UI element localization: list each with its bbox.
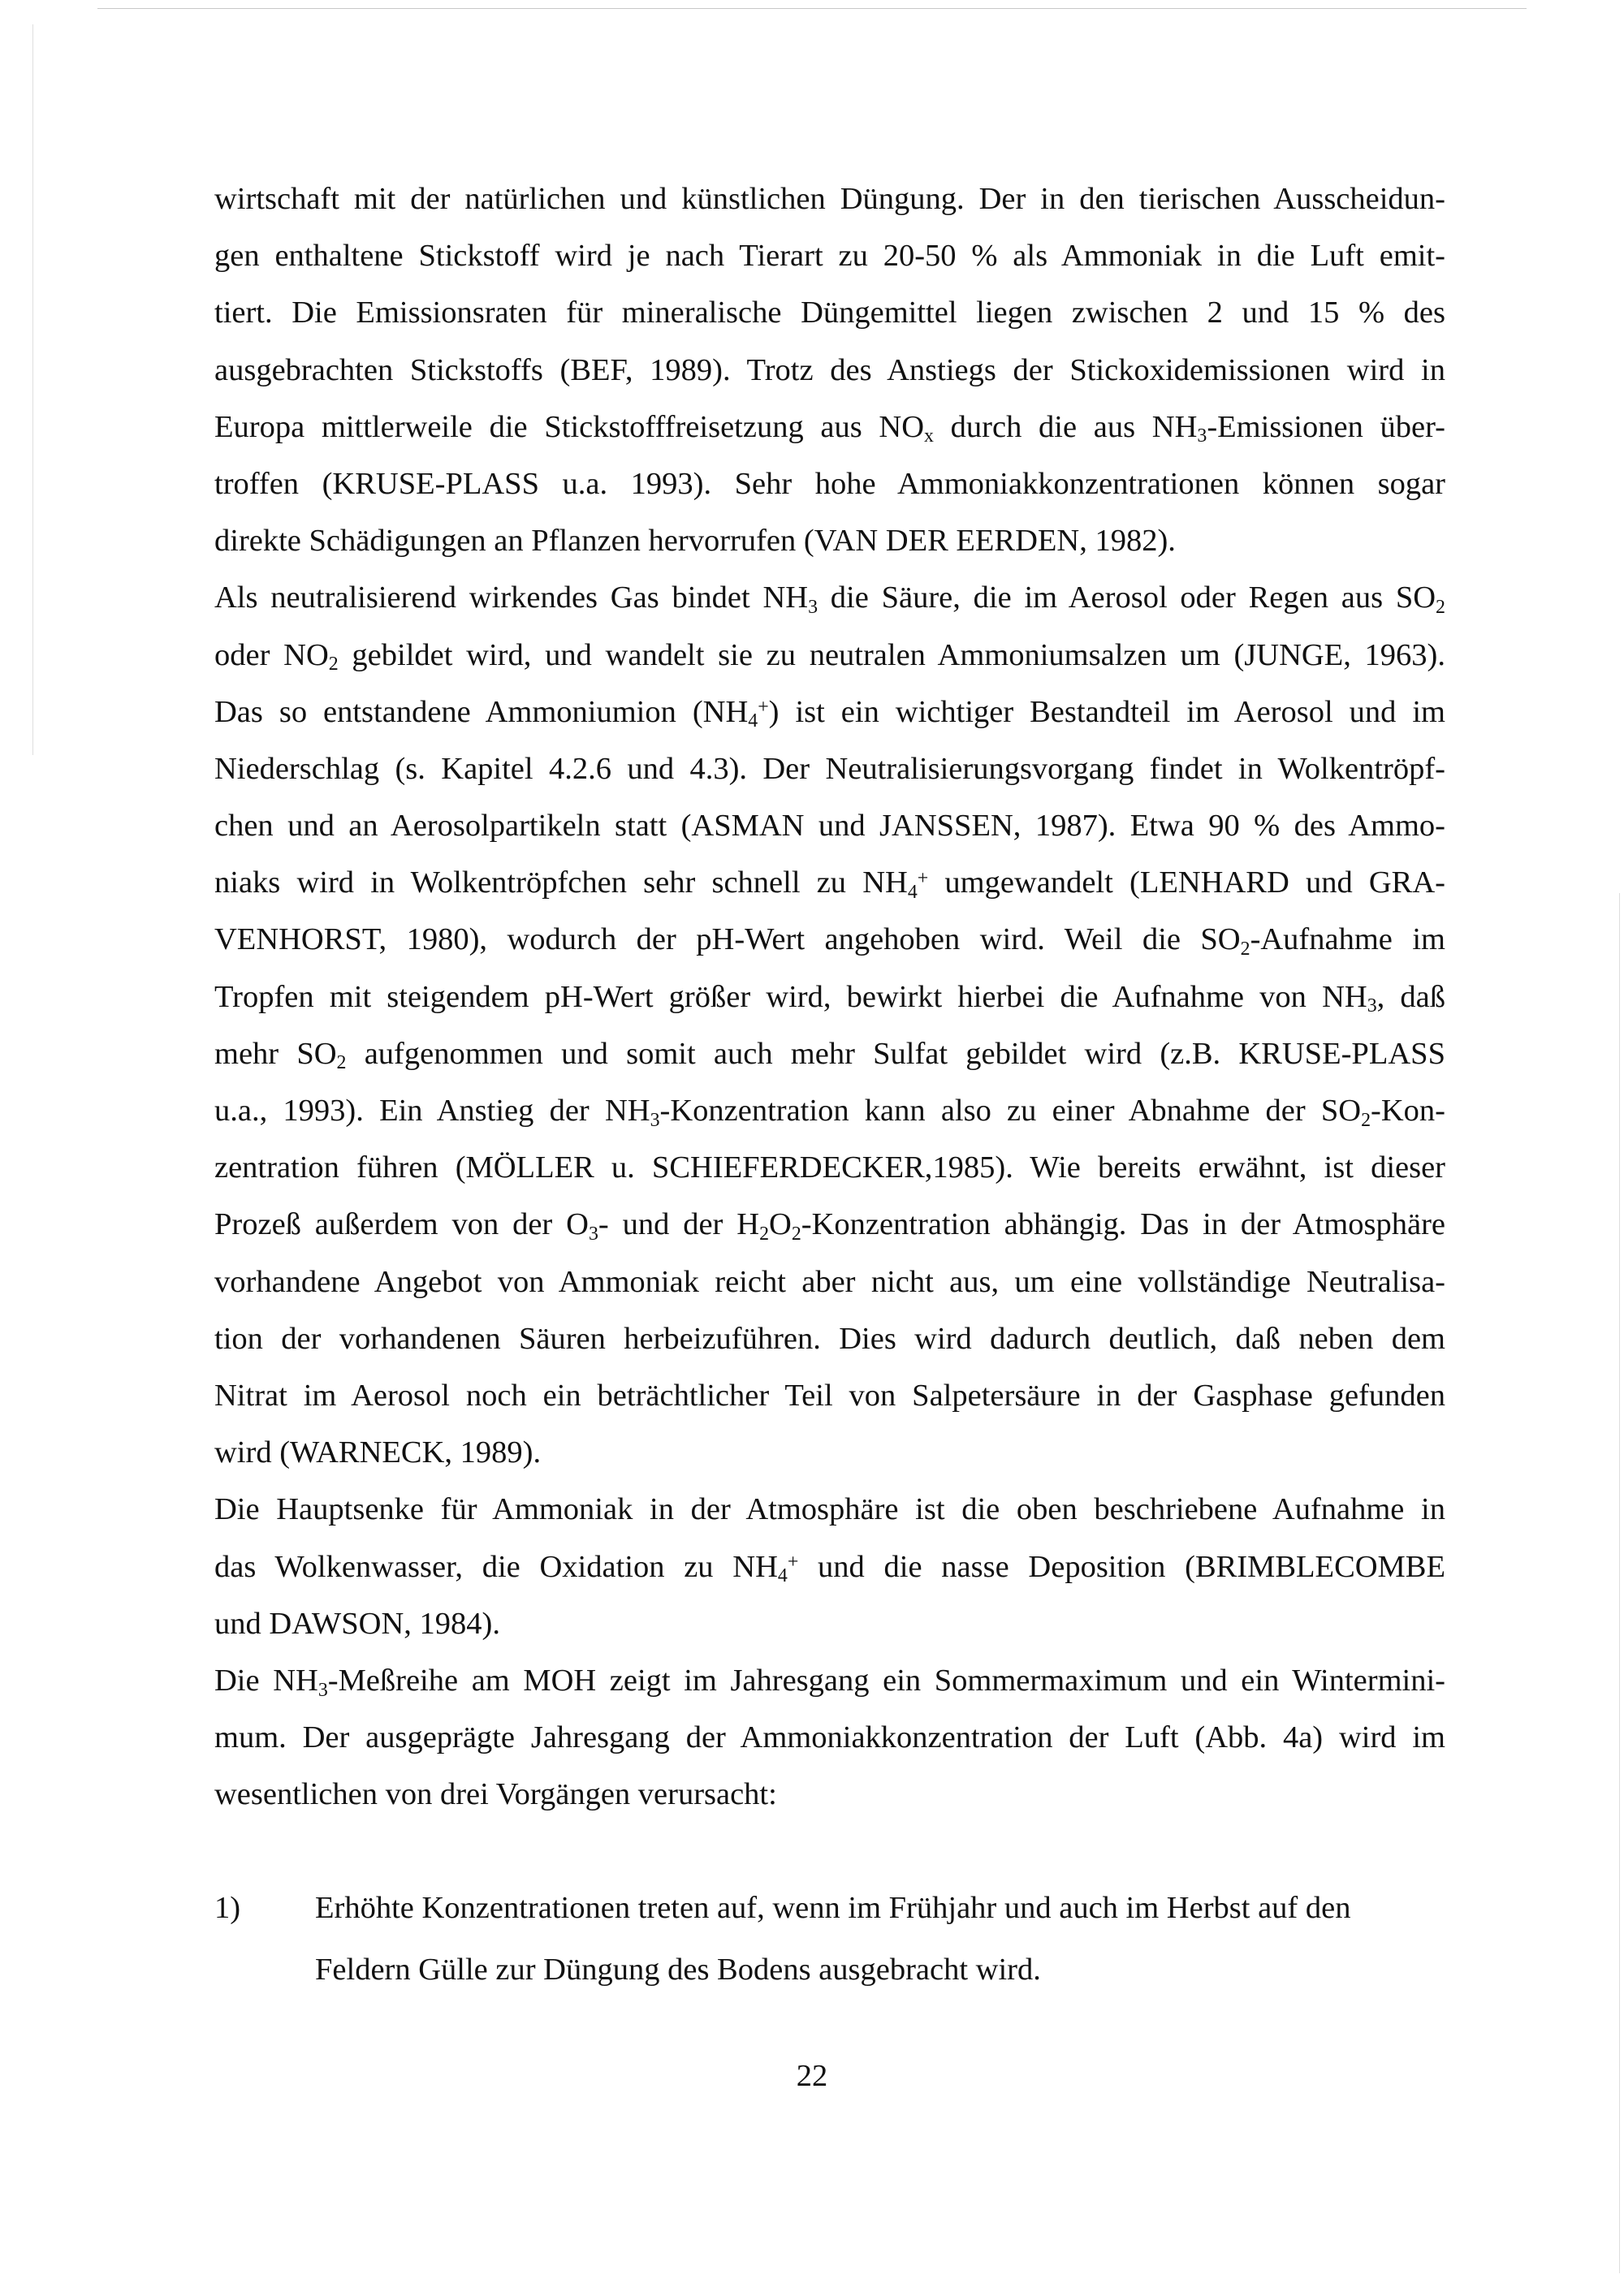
text-line: gen enthaltene Stickstoff wird je nach Tierart zu 20-50 % als Ammoniak in die Luft emit-: [214, 239, 1445, 274]
text-line: troffen (KRUSE-PLASS u.a. 1993). Sehr hohe Ammoniakkonzentrationen können sogar: [214, 466, 1445, 501]
text-line: Erhöhte Konzentrationen treten auf, wenn im Frühjahr und auch im Herbst auf den: [315, 1891, 1351, 1925]
scan-edge-top: [97, 8, 1527, 9]
text-line: Als neutralisierend wirkendes Gas bindet $NH_3$ die Säure, die im Aerosol oder Regen aus $SO_2$: [214, 580, 1445, 618]
text-line: Die $NH_3$-Meßreihe am MOH zeigt im Jahresgang ein Sommermaximum und ein Wintermini-: [214, 1663, 1445, 1701]
paragraph: [214, 1481, 1445, 1652]
text-line: Das so entstandene Ammoniumion $(NH_4^+)$ ist ein wichtiger Bestandteil im Aerosol und im: [214, 694, 1445, 732]
text-line: oder $NO_2$ gebildet wird, und wandelt sie zu neutralen Ammoniumsalzen um (JUNGE, 1963).: [214, 637, 1445, 675]
text-line: Die Hauptsenke für Ammoniak in der Atmosphäre ist die oben beschriebene Aufnahme in: [214, 1492, 1445, 1527]
text-line: Nitrat im Aerosol noch ein beträchtlicher Teil von Salpetersäure in der Gasphase gefunden: [214, 1378, 1445, 1413]
text-line: Niederschlag (s. Kapitel 4.2.6 und 4.3). Der Neutralisierungsvorgang findet in Wolkentröpf-: [214, 751, 1445, 786]
text-line: direkte Schädigungen an Pflanzen hervorrufen (VAN DER EERDEN, 1982).: [214, 524, 1176, 559]
text-line: wirtschaft mit der natürlichen und künstlichen Düngung. Der in den tierischen Ausscheidun-: [214, 182, 1445, 216]
text-line: mum. Der ausgeprägte Jahresgang der Ammoniakkonzentration der Luft (Abb. 4a) wird im: [214, 1720, 1445, 1755]
text-line: VENHORST, 1980), wodurch der pH-Wert angehoben wird. Weil die $SO_2$-Aufnahme im: [214, 922, 1445, 960]
text-line: Feldern Gülle zur Düngung des Bodens ausgebracht wird.: [315, 1953, 1041, 1987]
page-number: 22: [796, 2059, 828, 2093]
text-line: ausgebrachten Stickstoffs (BEF, 1989). Trotz des Anstiegs der Stickoxidemissionen wird in: [214, 352, 1445, 387]
paragraph: [214, 1652, 1445, 1823]
text-line: Prozeß außerdem von der $O_3-$ und der $H_2O_2$-Konzentration abhängig. Das in der Atmosphäre: [214, 1207, 1445, 1245]
scan-edge-left: [32, 24, 33, 755]
paragraph: [214, 170, 1445, 569]
text-line: wird (WARNECK, 1989).: [214, 1435, 542, 1470]
text-line: und DAWSON, 1984).: [214, 1606, 500, 1641]
paragraph: [214, 569, 1445, 1481]
text-line: wesentlichen von drei Vorgängen verursacht:: [214, 1777, 777, 1812]
text-line: tion der vorhandenen Säuren herbeizuführen. Dies wird dadurch deutlich, daß neben dem: [214, 1321, 1445, 1356]
text-line: vorhandene Angebot von Ammoniak reicht aber nicht aus, um eine vollständige Neutralisa-: [214, 1264, 1445, 1299]
text-line: niaks wird in Wolkentröpfchen sehr schnell zu $NH_4^+$ umgewandelt (LENHARD und GRA-: [214, 865, 1445, 903]
text-line: chen und an Aerosolpartikeln statt (ASMAN und JANSSEN, 1987). Etwa 90 % des Ammo-: [214, 809, 1445, 844]
text-line: zentration führen (MÖLLER u. SCHIEFERDECKER,1985). Wie bereits erwähnt, ist dieser: [214, 1150, 1445, 1185]
text-line: u.a., 1993). Ein Anstieg der $NH_3$-Konzentration kann also zu einer Abnahme der $SO_2-Kon-$: [214, 1094, 1445, 1131]
text-line: Tropfen mit steigendem pH-Wert größer wird, bewirkt hierbei die Aufnahme von $NH_3$, daß: [214, 979, 1445, 1017]
body-text: [214, 170, 1445, 1823]
list-item-text: [315, 1877, 1445, 2000]
text-line: das Wolkenwasser, die Oxidation zu $NH_4^+$ und die nasse Deposition (BRIMBLECOMBE: [214, 1549, 1445, 1587]
list-item-number: 1): [214, 1891, 241, 1925]
text-line: tiert. Die Emissionsraten für mineralische Düngemittel liegen zwischen 2 und 15 % des: [214, 296, 1445, 330]
text-line: mehr $SO_2$ aufgenommen und somit auch mehr Sulfat gebildet wird (z.B. KRUSE-PLASS: [214, 1036, 1445, 1074]
text-line: Europa mittlerweile die Stickstofffreisetzung aus $NO_x$ durch die aus $NH_3$-Emissionen über-: [214, 409, 1445, 447]
